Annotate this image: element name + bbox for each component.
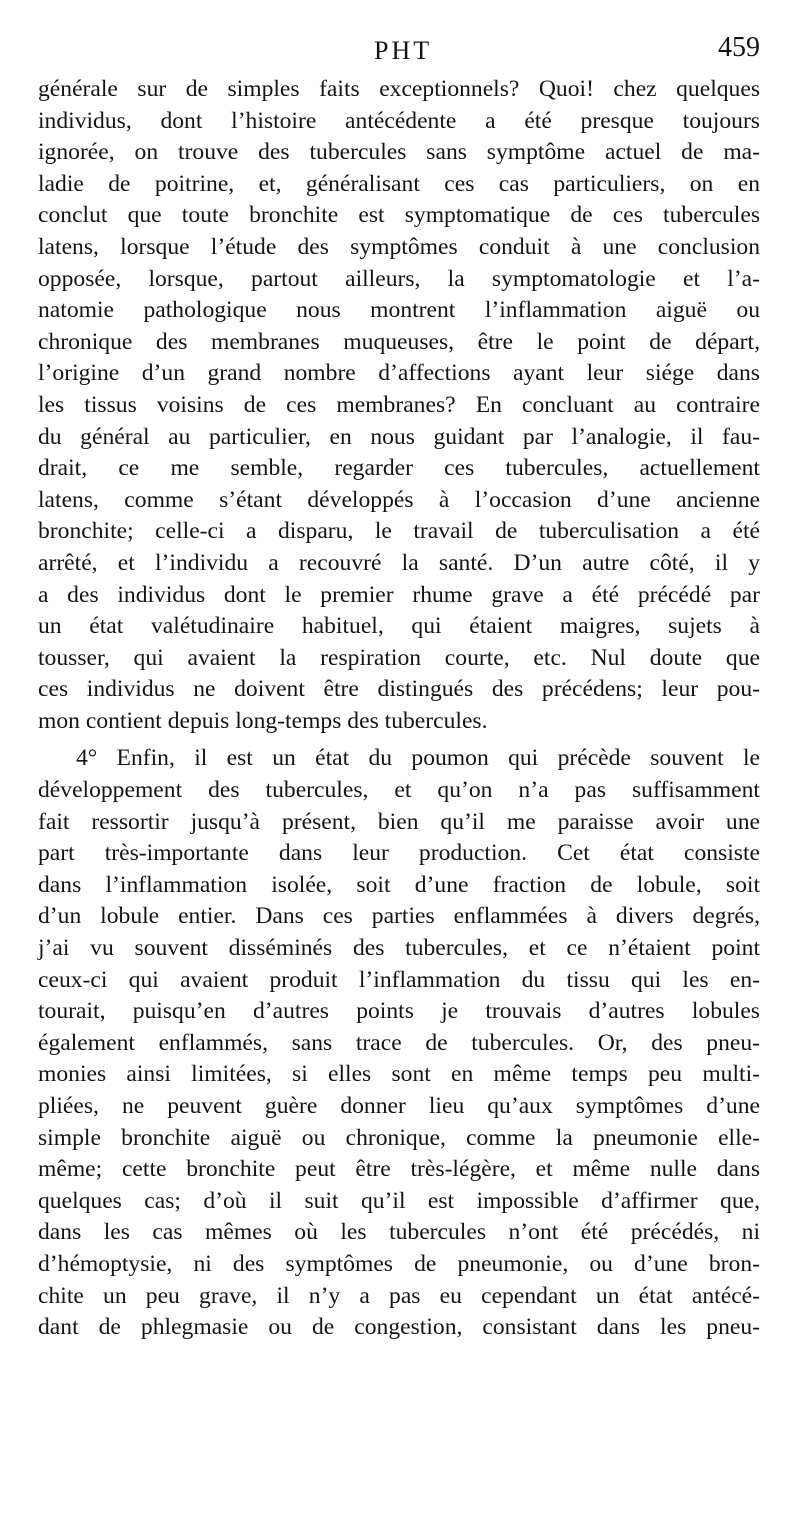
running-head: PHT [374, 36, 433, 65]
text-line: dans l’inflammation isolée, soit d’une fraction de lobule, soit [38, 871, 760, 898]
text-line: chronique des membranes muqueuses, être le point de départ, [38, 328, 760, 355]
text-line: également enflammés, sans trace de tubercules. Or, des pneu- [38, 1029, 760, 1056]
text-line: mon contient depuis long-temps des tubercules. [38, 707, 488, 734]
text-line: dant de phlegmasie ou de congestion, consistant dans les pneu- [38, 1314, 760, 1341]
text-line: générale sur de simples faits exceptionnels? Quoi! chez quelques [38, 76, 760, 102]
text-line: tousser, qui avaient la respiration courte, etc. Nul doute que [38, 644, 760, 671]
text-line: part très-importante dans leur production. Cet état consiste [38, 840, 760, 867]
page-header [38, 30, 760, 70]
text-line: ceux-ci qui avaient produit l’inflammation du tissu qui les en- [38, 966, 760, 993]
text-line: latens, lorsque l’étude des symptômes conduit à une conclusion [38, 233, 760, 260]
text-line: même; cette bronchite peut être très-légère, et même nulle dans [38, 1156, 760, 1183]
text-line: ces individus ne doivent être distingués des précédens; leur pou- [38, 676, 760, 703]
text-line: tourait, puisqu’en d’autres points je trouvais d’autres lobules [38, 998, 760, 1025]
text-line: dans les cas mêmes où les tubercules n’ont été précédés, ni [38, 1219, 760, 1246]
paragraph-1 [38, 74, 760, 737]
text-line: bronchite; celle-ci a disparu, le travail de tuberculisation a été [38, 518, 760, 545]
body-text [38, 74, 760, 1344]
text-line: natomie pathologique nous montrent l’inflammation aiguë ou [38, 297, 760, 324]
text-line: pliées, ne peuvent guère donner lieu qu’aux symptômes d’une [38, 1093, 760, 1119]
text-line: a des individus dont le premier rhume grave a été précédé par [38, 581, 760, 608]
text-line: conclut que toute bronchite est symptomatique de ces tubercules [38, 202, 760, 229]
paragraph-2 [38, 743, 760, 1343]
text-line: drait, ce me semble, regarder ces tubercules, actuellement [38, 455, 760, 482]
text-line: du général au particulier, en nous guidant par l’analogie, il fau- [38, 423, 760, 450]
text-line: les tissus voisins de ces membranes? En concluant au contraire [38, 391, 760, 418]
text-line: ladie de poitrine, et, généralisant ces cas particuliers, on en [38, 170, 760, 197]
text-line: d’hémoptysie, ni des symptômes de pneumonie, ou d’une bron- [38, 1250, 760, 1277]
text-line: ignorée, on trouve des tubercules sans symptôme actuel de ma- [38, 139, 760, 166]
text-line: quelques cas; d’où il suit qu’il est impossible d’affirmer que, [38, 1187, 760, 1214]
text-line: d’un lobule entier. Dans ces parties enflammées à divers degrés, [38, 903, 760, 930]
text-line: 4° Enfin, il est un état du poumon qui précède souvent le [76, 745, 760, 772]
text-line: un état valétudinaire habituel, qui étaient maigres, sujets à [38, 613, 760, 640]
text-line: arrêté, et l’individu a recouvré la santé. D’un autre côté, il y [38, 549, 760, 576]
text-line: individus, dont l’histoire antécédente a été presque toujours [38, 107, 760, 134]
page-number: 459 [718, 32, 760, 63]
text-line: latens, comme s’étant développés à l’occasion d’une ancienne [38, 486, 760, 513]
text-line: l’origine d’un grand nombre d’affections ayant leur siége dans [38, 360, 760, 387]
text-line: j’ai vu souvent disséminés des tubercules, et ce n’étaient point [38, 935, 760, 962]
text-line: chite un peu grave, il n’y a pas eu cependant un état antécé- [38, 1282, 760, 1309]
text-line: opposée, lorsque, partout ailleurs, la symptomatologie et l’a- [38, 265, 760, 292]
text-line: développement des tubercules, et qu’on n’a pas suffisamment [38, 777, 760, 804]
text-line: monies ainsi limitées, si elles sont en même temps peu multi- [38, 1061, 760, 1088]
text-line: fait ressortir jusqu’à présent, bien qu’il me paraisse avoir une [38, 808, 760, 835]
text-line: simple bronchite aiguë ou chronique, comme la pneumonie elle- [38, 1124, 760, 1151]
